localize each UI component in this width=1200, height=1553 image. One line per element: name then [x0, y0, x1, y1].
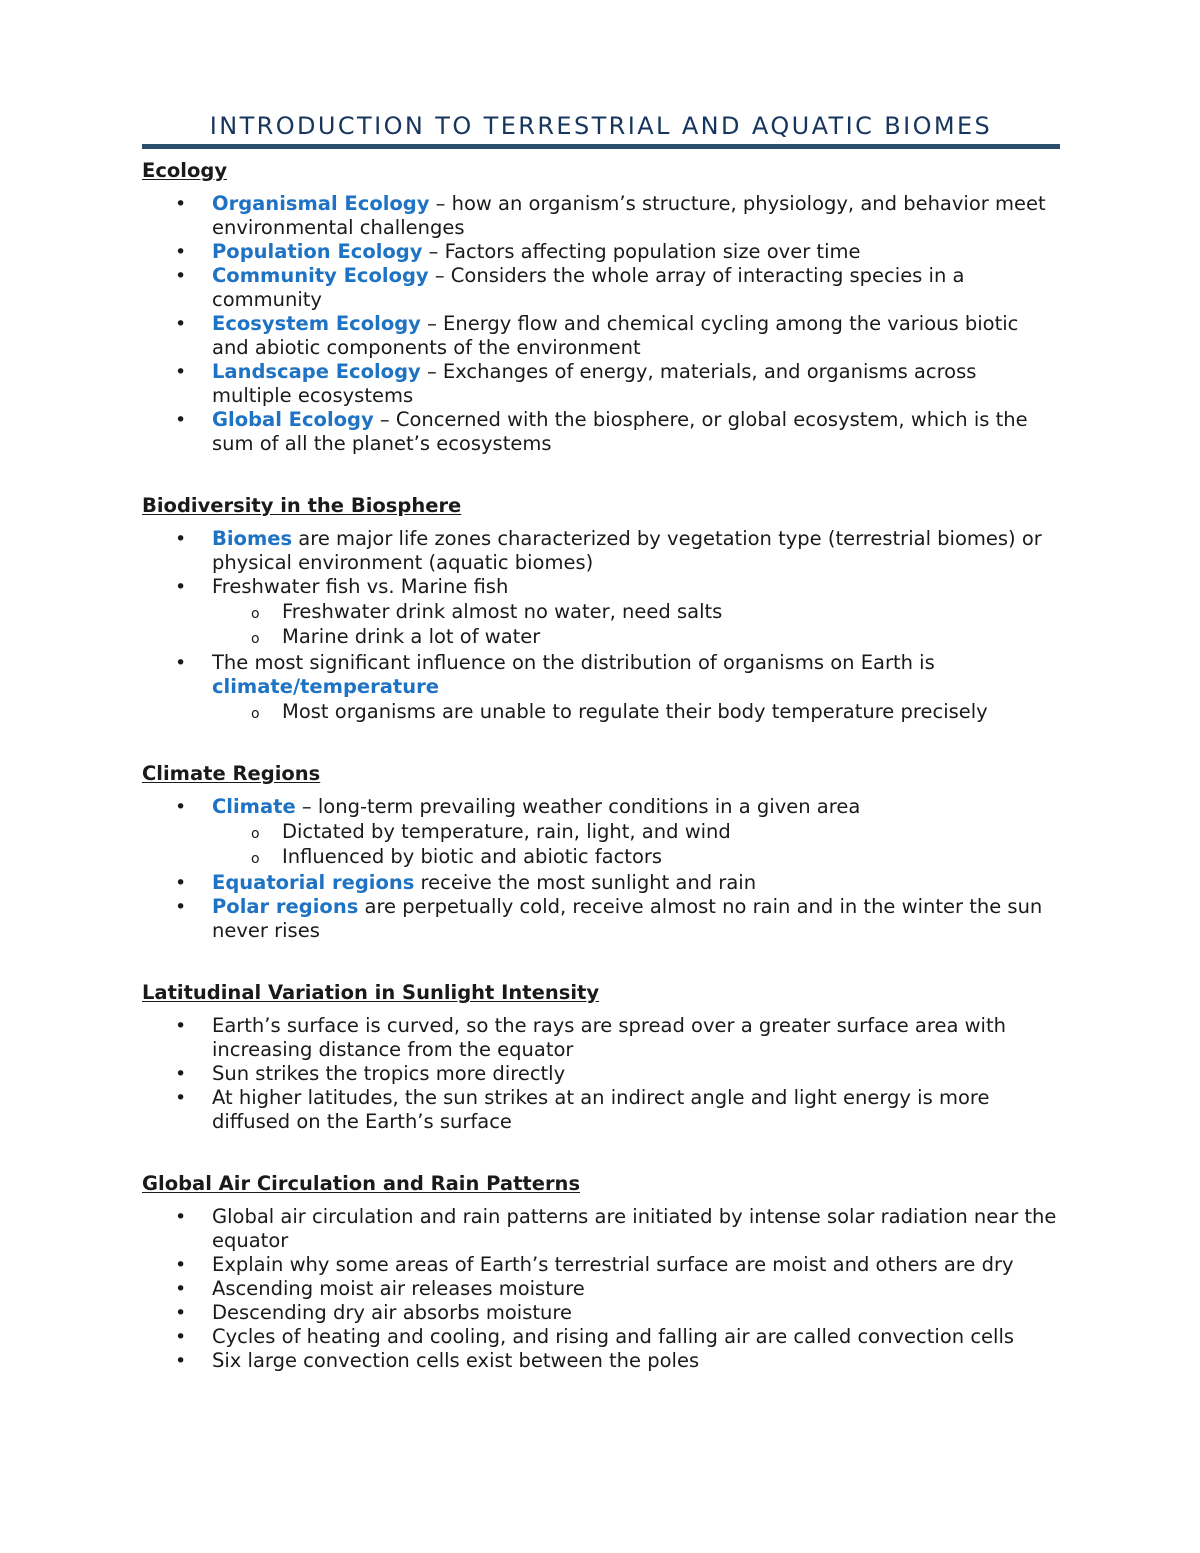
list-item [142, 1062, 1060, 1086]
definition: are perpetually cold, receive almost no rain and in the winter the sun never rises [212, 895, 1043, 942]
section-latitudinal-variation [142, 981, 1060, 1134]
sub-bullet-list [212, 700, 1060, 724]
page-title: INTRODUCTION TO TERRESTRIAL AND AQUATIC BIOMES [209, 112, 993, 140]
list-item [142, 1086, 1060, 1134]
bullet-icon: • [175, 576, 187, 598]
section-ecology [142, 159, 1060, 456]
sub-list-item [212, 845, 1060, 869]
item-text: The most significant influence on the distribution of organisms on Earth is [212, 651, 935, 674]
term: Organismal Ecology [212, 192, 430, 215]
item-text: Six large convection cells exist between the poles [212, 1349, 700, 1372]
list-item [142, 795, 1060, 869]
definition: – Considers the whole array of interacting species in a community [212, 264, 965, 311]
bullet-icon: • [175, 1206, 187, 1228]
term: Ecosystem Ecology [212, 312, 421, 335]
sub-list-item [212, 600, 1060, 624]
definition: – Energy flow and chemical cycling among the various biotic and abiotic components of the environment [212, 312, 1019, 359]
section-global-air-circulation [142, 1172, 1060, 1373]
bullet-icon: • [175, 896, 187, 918]
section-heading: Climate Regions [142, 762, 321, 785]
item-text: Freshwater fish vs. Marine fish [212, 575, 509, 598]
term: Climate [212, 795, 296, 818]
term: Polar regions [212, 895, 359, 918]
list-item [142, 240, 1060, 264]
list-item [142, 408, 1060, 456]
title-underline-rule [142, 144, 1060, 149]
item-text: At higher latitudes, the sun strikes at an indirect angle and light energy is more diffused on the Earth’s surface [212, 1086, 990, 1133]
term: Community Ecology [212, 264, 429, 287]
term: Landscape Ecology [212, 360, 421, 383]
bullet-list [142, 1014, 1060, 1134]
definition: receive the most sunlight and rain [414, 871, 757, 894]
definition: are major life zones characterized by vegetation type (terrestrial biomes) or physical environment (aquatic biomes) [212, 527, 1042, 574]
item-text: Earth’s surface is curved, so the rays are spread over a greater surface area with increasing distance from the equator [212, 1014, 1006, 1061]
item-text: Most organisms are unable to regulate their body temperature precisely [282, 700, 988, 723]
list-item [142, 575, 1060, 649]
list-item [142, 360, 1060, 408]
list-item [142, 264, 1060, 312]
section-heading: Ecology [142, 159, 228, 182]
sub-bullet-icon: o [251, 826, 260, 842]
sub-bullet-icon: o [251, 706, 260, 722]
sub-bullet-list [212, 600, 1060, 649]
list-item [142, 1014, 1060, 1062]
list-item [142, 871, 1060, 895]
bullet-icon: • [175, 1015, 187, 1037]
item-text: Dictated by temperature, rain, light, and wind [282, 820, 731, 843]
list-item [142, 1301, 1060, 1325]
definition: – long-term prevailing weather conditions in a given area [295, 795, 861, 818]
list-item [142, 651, 1060, 724]
bullet-icon: • [175, 872, 187, 894]
bullet-list [142, 1205, 1060, 1373]
list-item [142, 1349, 1060, 1373]
list-item [142, 1277, 1060, 1301]
item-text: Global air circulation and rain patterns are initiated by intense solar radiation near the equator [212, 1205, 1057, 1252]
definition: – Factors affecting population size over time [422, 240, 861, 263]
item-text: Explain why some areas of Earth’s terrestrial surface are moist and others are dry [212, 1253, 1014, 1276]
list-item [142, 1253, 1060, 1277]
bullet-icon: • [175, 313, 187, 335]
bullet-icon: • [175, 409, 187, 431]
item-text: Marine drink a lot of water [282, 625, 541, 648]
bullet-icon: • [175, 652, 187, 674]
item-text: Ascending moist air releases moisture [212, 1277, 585, 1300]
item-text: Influenced by biotic and abiotic factors [282, 845, 663, 868]
term: Global Ecology [212, 408, 374, 431]
sub-bullet-list [212, 820, 1060, 869]
list-item [142, 312, 1060, 360]
list-item [142, 1325, 1060, 1349]
section-heading: Biodiversity in the Biosphere [142, 494, 462, 517]
term: climate/temperature [212, 675, 439, 698]
item-text: Descending dry air absorbs moisture [212, 1301, 572, 1324]
sub-list-item [212, 700, 1060, 724]
sub-bullet-icon: o [251, 631, 260, 647]
term: Equatorial regions [212, 871, 415, 894]
section-heading: Latitudinal Variation in Sunlight Intensity [142, 981, 600, 1004]
sub-bullet-icon: o [251, 606, 260, 622]
item-text: Freshwater drink almost no water, need salts [282, 600, 723, 623]
sub-bullet-icon: o [251, 851, 260, 867]
list-item [142, 527, 1060, 575]
bullet-icon: • [175, 265, 187, 287]
definition: – Exchanges of energy, materials, and organisms across multiple ecosystems [212, 360, 977, 407]
bullet-icon: • [175, 193, 187, 215]
section-heading: Global Air Circulation and Rain Patterns [142, 1172, 581, 1195]
bullet-icon: • [175, 1350, 187, 1372]
list-item [142, 1205, 1060, 1253]
bullet-icon: • [175, 361, 187, 383]
bullet-icon: • [175, 796, 187, 818]
document-page [142, 108, 1060, 1373]
sub-list-item [212, 625, 1060, 649]
bullet-icon: • [175, 1087, 187, 1109]
bullet-icon: • [175, 1302, 187, 1324]
bullet-list [142, 527, 1060, 724]
term: Population Ecology [212, 240, 423, 263]
section-biodiversity [142, 494, 1060, 724]
bullet-list [142, 192, 1060, 456]
list-item [142, 895, 1060, 943]
section-climate-regions [142, 762, 1060, 943]
item-text: Sun strikes the tropics more directly [212, 1062, 566, 1085]
bullet-icon: • [175, 241, 187, 263]
bullet-icon: • [175, 1254, 187, 1276]
definition: – how an organism’s structure, physiology, and behavior meet environmental challenges [212, 192, 1046, 239]
bullet-icon: • [175, 1278, 187, 1300]
bullet-list [142, 795, 1060, 943]
definition: – Concerned with the biosphere, or global ecosystem, which is the sum of all the planet’s ecosystems [212, 408, 1028, 455]
list-item [142, 192, 1060, 240]
bullet-icon: • [175, 1326, 187, 1348]
bullet-icon: • [175, 1063, 187, 1085]
bullet-icon: • [175, 528, 187, 550]
term: Biomes [212, 527, 293, 550]
item-text: Cycles of heating and cooling, and rising and falling air are called convection cells [212, 1325, 1015, 1348]
sub-list-item [212, 820, 1060, 844]
